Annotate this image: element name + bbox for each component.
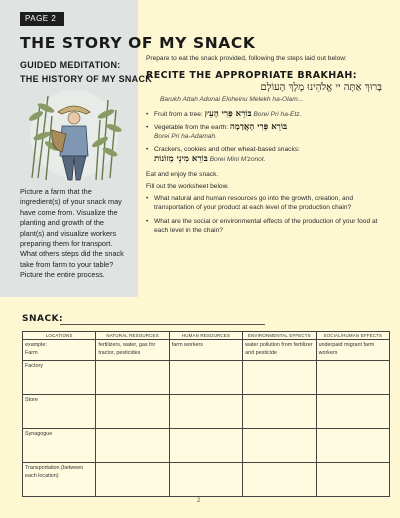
blessing-item	[146, 145, 386, 163]
question-list	[146, 194, 386, 235]
table-row	[23, 361, 390, 395]
table-cell[interactable]	[316, 463, 389, 497]
column-header-environmental: ENVIRONMENTAL EFFECTS	[243, 332, 316, 340]
question-item: • What natural and human resources go into the growth, creation, and transportation of your product at each level of the production chain?	[146, 194, 386, 212]
blessing-name: Borei Pri ha-Adamah.	[154, 133, 218, 141]
table-header-row	[23, 332, 390, 340]
column-header-locations: LOCATIONS	[23, 332, 96, 340]
example-natural: fertilizers, water, gas for tractor, pesticides	[96, 340, 169, 361]
blessing-transliteration: Barukh Attah Adonai Eloheinu Melekh ha-Olam...	[160, 95, 304, 103]
table-cell[interactable]	[96, 463, 169, 497]
table-cell[interactable]	[243, 361, 316, 395]
table-cell[interactable]	[96, 395, 169, 429]
table-row	[23, 429, 390, 463]
recite-heading: RECITE THE APPROPRIATE BRAKHAH:	[146, 70, 357, 82]
table-row-example	[23, 340, 390, 361]
example-location: example: Farm	[23, 340, 96, 361]
row-label-store: Store	[23, 395, 96, 429]
blessing-prefix: Fruit from a tree:	[154, 110, 205, 118]
visualization-instructions: Picture a farm that the ingredient(s) of your snack may have come from. Visualize the planting and growth of the plant(s) and visualize workers preparing them for transport. What others steps did the snack take from farm to your table? Picture the entire process.	[20, 187, 124, 280]
table-cell[interactable]	[96, 361, 169, 395]
blessing-item	[146, 110, 386, 119]
blessing-item	[146, 123, 386, 141]
row-label-transportation: Transportation (between each location)	[23, 463, 96, 497]
page-tab: PAGE 2	[20, 12, 64, 26]
snack-label: SNACK:	[22, 314, 64, 324]
table-cell[interactable]	[96, 429, 169, 463]
row-label-factory: Factory	[23, 361, 96, 395]
snack-name-line[interactable]	[60, 324, 265, 325]
blessing-list	[146, 110, 386, 164]
table-cell[interactable]	[243, 395, 316, 429]
table-row	[23, 463, 390, 497]
page-title: THE STORY OF MY SNACK	[20, 34, 256, 52]
guided-meditation-label: GUIDED MEDITATION:	[20, 60, 121, 70]
page-number: 2	[197, 498, 201, 504]
table-cell[interactable]	[169, 361, 242, 395]
table-row	[23, 395, 390, 429]
blessing-name: Borei Pri ha-Etz.	[253, 110, 302, 118]
table-cell[interactable]	[316, 361, 389, 395]
example-social: underpaid migrant farm workers	[316, 340, 389, 361]
blessing-hebrew: בּוֹרֵא מִינֵי מְזוֹנוֹת	[154, 153, 208, 164]
example-human: farm workers	[169, 340, 242, 361]
column-header-human: HUMAN RESOURCES	[169, 332, 242, 340]
hebrew-blessing: בָּרוּךְ אַתָּה יי אֱלֹהֵינוּ מֶלֶךְ הָעוֹלָם	[260, 82, 382, 94]
table-cell[interactable]	[243, 463, 316, 497]
example-environmental: water pollution from fertilizer and pesticide	[243, 340, 316, 361]
blessing-hebrew: בּוֹרֵא פְּרִי הָעֵץ	[204, 108, 252, 119]
column-header-social: SOCIAL/HUMAN EFFECTS	[316, 332, 389, 340]
blessing-prefix: Crackers, cookies and other wheat-based snacks:	[154, 146, 300, 154]
guided-meditation-heading	[20, 58, 152, 86]
table-cell[interactable]	[316, 429, 389, 463]
row-label-synagogue: Synagogue	[23, 429, 96, 463]
table-cell[interactable]	[316, 395, 389, 429]
table-cell[interactable]	[169, 429, 242, 463]
blessing-name: Borei Mini M'zonot.	[209, 155, 266, 163]
blessing-prefix: Vegetable from the earth:	[154, 124, 230, 132]
question-item: • What are the social or environmental effects of the production of your food at each level in the chain?	[146, 217, 386, 235]
worksheet-table	[22, 331, 390, 497]
table-cell[interactable]	[169, 395, 242, 429]
farmer-illustration	[22, 86, 126, 182]
instructions-column	[146, 54, 386, 241]
worksheet-instruction: Fill out the worksheet below.	[146, 183, 229, 191]
blessing-hebrew: בּוֹרֵא פְּרִי הָאֲדָמָה	[229, 122, 288, 133]
table-cell[interactable]	[169, 463, 242, 497]
intro-text: Prepare to eat the snack provided, following the steps laid out below:	[146, 55, 347, 62]
guided-meditation-subtitle: THE HISTORY OF MY SNACK	[20, 74, 153, 84]
table-cell[interactable]	[243, 429, 316, 463]
column-header-natural: NATURAL RESOURCES	[96, 332, 169, 340]
eat-instruction: Eat and enjoy the snack.	[146, 170, 219, 178]
